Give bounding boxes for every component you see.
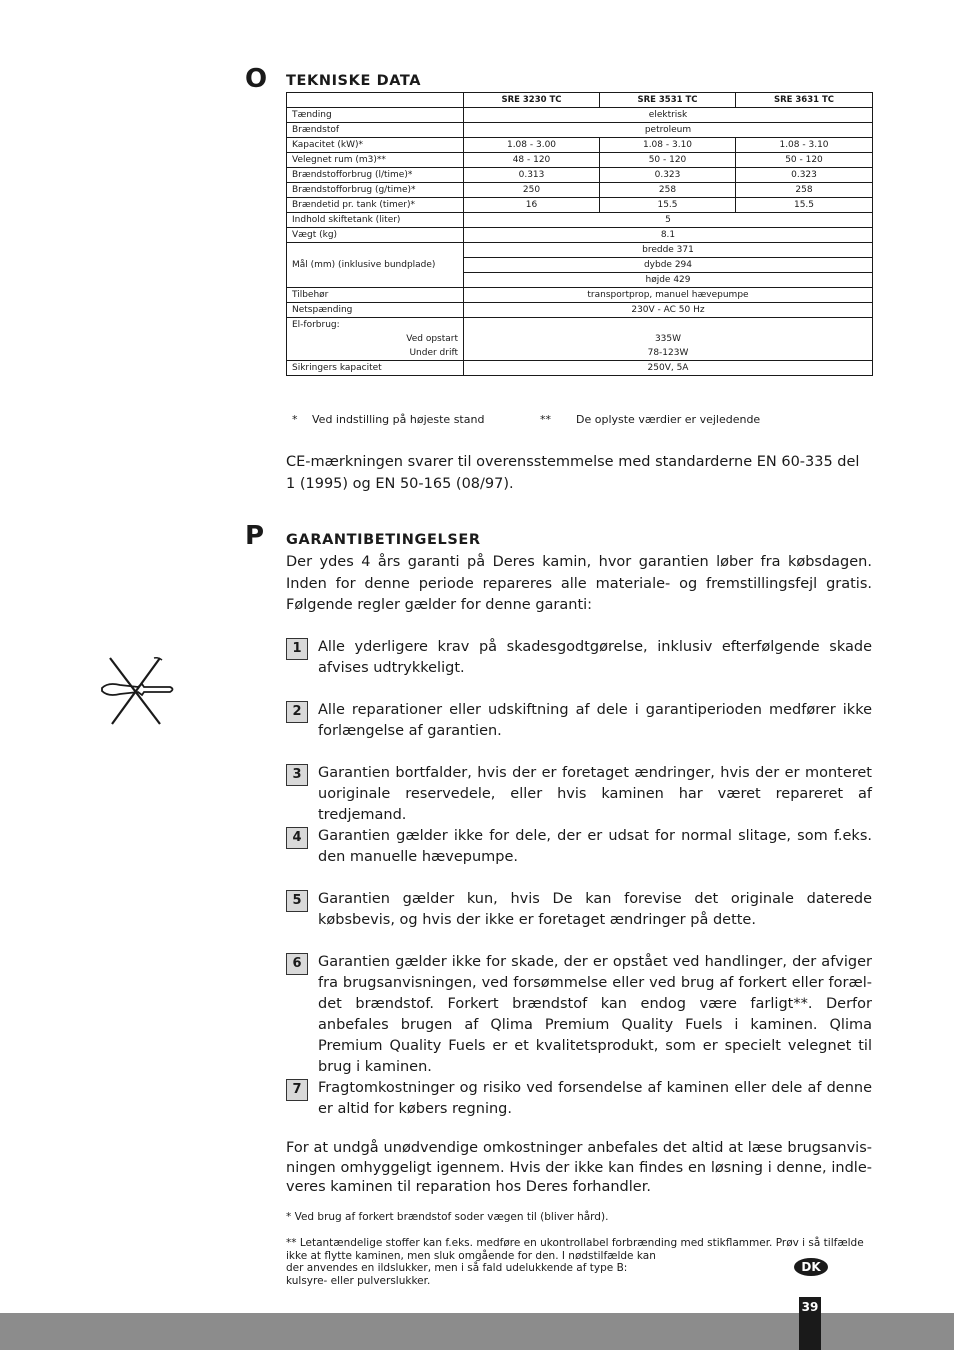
footnote-line: ikke at flytte kaminen, men sluk omgående for den. I nødstilfælde kan [286, 1249, 656, 1262]
table-row [287, 228, 873, 243]
row-value: 0.323 [600, 168, 736, 183]
item-number: 1 [286, 638, 308, 660]
row-value: 5 [464, 213, 873, 228]
row-label: Ved opstart [287, 332, 464, 346]
row-value-empty [464, 318, 873, 333]
technical-data-table [286, 92, 873, 376]
row-value: 250 [464, 183, 600, 198]
item-text: Garantien gælder kun, hvis De kan forevise det originale daterede købsbevis, og hvis der ikke er foretaget ændringer på dette. [318, 891, 872, 928]
table-row [287, 108, 873, 123]
row-value: dybde 294 [464, 258, 873, 273]
row-value: 258 [736, 183, 873, 198]
table-row [287, 332, 873, 346]
row-value: 50 - 120 [600, 153, 736, 168]
item-text: Fragtomkostninger og risiko ved forsendelse af kaminen eller dele af denne er altid for købers regning. [318, 1080, 872, 1117]
item-number: 4 [286, 827, 308, 849]
row-label: Tilbehør [287, 288, 464, 303]
table-row [287, 138, 873, 153]
section-title-guarantee: GARANTIBETINGELSER [286, 532, 481, 548]
item-text: Alle yderligere krav på skadesgodtgørelse, inklusiv efterfølgende skade afvises udtrykkeligt. [318, 639, 872, 676]
item-number: 2 [286, 701, 308, 723]
item-text: Alle reparationer eller udskiftning af dele i garantiperioden medfører ikke forlængelse af garantien. [318, 702, 872, 739]
row-label: Kapacitet (kW)* [287, 138, 464, 153]
row-value: 48 - 120 [464, 153, 600, 168]
row-value: højde 429 [464, 273, 873, 288]
row-value: bredde 371 [464, 243, 873, 258]
row-value: 1.08 - 3.10 [736, 138, 873, 153]
table-row [287, 243, 873, 258]
footnote-line: der anvendes en ildslukker, men i så fald udelukkende af type B: [286, 1262, 628, 1274]
row-value: 230V - AC 50 Hz [464, 303, 873, 318]
row-label: Indhold skiftetank (liter) [287, 213, 464, 228]
table-row [287, 198, 873, 213]
table-row [287, 183, 873, 198]
row-label: Brændetid pr. tank (timer)* [287, 198, 464, 213]
row-value: 15.5 [736, 198, 873, 213]
row-label: Vægt (kg) [287, 228, 464, 243]
item-text: Garantien bortfalder, hvis der er foretaget ændringer, hvis der er monteret uoriginale reservedele, eller hvis kaminen har været repareret af tredjemand. [318, 765, 872, 823]
footnote-line: kulsyre- eller pulverslukker. [286, 1274, 431, 1287]
row-value: 0.323 [736, 168, 873, 183]
footnote-2 [286, 1237, 876, 1287]
row-label: Brændstofforbrug (g/time)* [287, 183, 464, 198]
ce-text: CE-mærkningen svarer til overensstemmelse med standarderne EN 60-335 del 1 (1995) og EN 50-165 (08/97). [286, 454, 860, 492]
table-row [287, 213, 873, 228]
footnote-1: * Ved brug af forkert brændstof soder vægen til (bliver hård). [286, 1211, 609, 1223]
row-value: 50 - 120 [736, 153, 873, 168]
table-row [287, 123, 873, 138]
table-row [287, 303, 873, 318]
note-star1-text: Ved indstilling på højeste stand [312, 413, 485, 426]
item-number: 7 [286, 1079, 308, 1101]
row-value: elektrisk [464, 108, 873, 123]
row-value: 0.313 [464, 168, 600, 183]
row-value: 8.1 [464, 228, 873, 243]
closing-text: For at undgå unødvendige omkostninger anbefales det altid at læse brugsanvis-ningen omhyggeligt igennem. Hvis der ikke kan findes en løsning i denne, indle-veres kaminen til reparation hos Deres forhandler. [286, 1140, 872, 1195]
row-value: 78-123W [464, 346, 873, 361]
row-label: Sikringers kapacitet [287, 361, 464, 376]
language-badge: DK [794, 1258, 828, 1276]
row-value: 1.08 - 3.10 [600, 138, 736, 153]
table-row [287, 361, 873, 376]
row-value: transportprop, manuel hævepumpe [464, 288, 873, 303]
row-label: Netspænding [287, 303, 464, 318]
model-header: SRE 3631 TC [736, 93, 873, 108]
section-letter-p: P [245, 521, 265, 551]
note-star2-text: De oplyste værdier er vejledende [576, 413, 761, 426]
row-value: 258 [600, 183, 736, 198]
table-row [287, 318, 873, 333]
note-star2-mark: ** [540, 413, 551, 426]
footnote-line: ** Letantændelige stoffer kan f.eks. medføre en ukontrollabel forbrænding med stikflammer. Prøv i så tilfælde [286, 1237, 864, 1249]
row-label: Brændstof [287, 123, 464, 138]
row-label: Tænding [287, 108, 464, 123]
row-value: 16 [464, 198, 600, 213]
row-value: 1.08 - 3.00 [464, 138, 600, 153]
row-value: 250V, 5A [464, 361, 873, 376]
row-label: Mål (mm) (inklusive bundplade) [287, 243, 464, 288]
empty-header-cell [287, 93, 464, 108]
section-title-technical-data: TEKNISKE DATA [286, 73, 422, 89]
model-header: SRE 3531 TC [600, 93, 736, 108]
item-number: 6 [286, 953, 308, 975]
table-row [287, 346, 873, 361]
table-header-row [287, 93, 873, 108]
section-letter-o: O [245, 64, 268, 94]
item-text: Garantien gælder ikke for dele, der er udsat for normal slitage, som f.eks. den manuelle hævepumpe. [318, 828, 872, 865]
model-header: SRE 3230 TC [464, 93, 600, 108]
row-value: petroleum [464, 123, 873, 138]
row-label: Brændstofforbrug (l/time)* [287, 168, 464, 183]
note-star1-mark: * [292, 413, 298, 426]
row-label: El-forbrug: [287, 318, 464, 333]
row-label: Under drift [287, 346, 464, 361]
item-number: 3 [286, 764, 308, 786]
row-value: 15.5 [600, 198, 736, 213]
page-number: 39 [799, 1297, 821, 1350]
table-row [287, 153, 873, 168]
item-text: Garantien gælder ikke for skade, der er opstået ved handlinger, der afviger fra brugsanvisningen, ved forsømmelse eller ved brug af forkert eller foræl-det brændstof. Forkert brændstof kan endog være farligt**. Derfor anbefales brugen af Qlima Premium Quality Fuels i kaminen. Qlima Premium Quality Fuels er et kvalitetsprodukt, som er specielt velegnet til brug i kaminen. [318, 954, 872, 1075]
guarantee-intro: Der ydes 4 års garanti på Deres kamin, hvor garantien løber fra købsdagen. Inden for denne periode repareres alle materiale- og fremstillingsfejl gratis. Følgende regler gælder for denne garanti: [286, 554, 872, 613]
table-row [287, 288, 873, 303]
table-row [287, 168, 873, 183]
item-number: 5 [286, 890, 308, 912]
no-screwdriver-icon [98, 654, 178, 732]
row-label: Velegnet rum (m3)** [287, 153, 464, 168]
row-value: 335W [464, 332, 873, 346]
